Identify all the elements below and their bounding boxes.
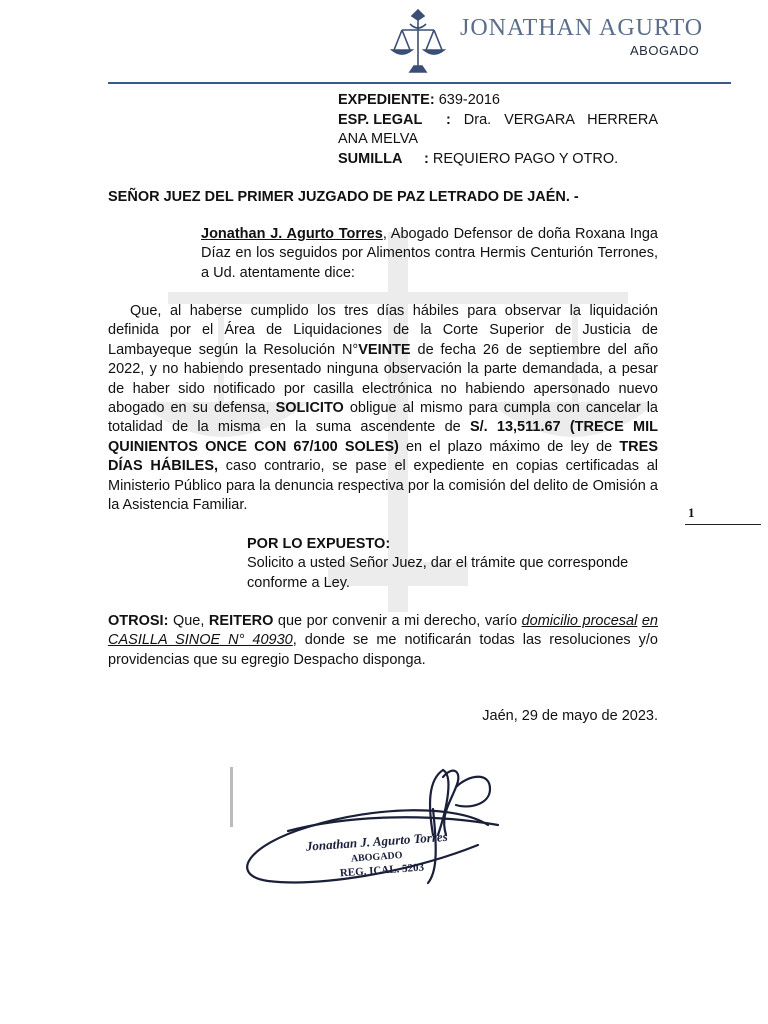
document-date: Jaén, 29 de mayo de 2023. bbox=[482, 708, 658, 724]
resolution-number: VEINTE bbox=[358, 341, 411, 358]
body-text-4: en el plazo máximo de ley de bbox=[398, 438, 620, 455]
otrosi-text-4: , donde se me notificarán todas las resoluciones y/o providencias que su egregio Despacho disponga. bbox=[108, 632, 658, 668]
stamp-name: Jonathan J. Agurto Torres bbox=[305, 828, 449, 854]
page-number-rule bbox=[685, 524, 761, 525]
esp-legal-value: Dra. VERGARA HERRERA ANA MELVA bbox=[338, 111, 658, 147]
body-text-1: Que, al haberse cumplido los tres días hábiles para observar la liquidación definida por el Área de Liquidaciones de la Corte Superior de Justicia de Lambayeque según la Resolución N° bbox=[108, 303, 658, 358]
sumilla-row bbox=[338, 150, 658, 170]
sumilla-separator: : bbox=[424, 150, 429, 167]
firm-subtitle: ABOGADO bbox=[630, 43, 700, 58]
body-text-2: de fecha 26 de septiembre del año 2022, y no habiendo presentado ninguna observación la parte demandada, a pesar de haber sido notificado por casilla electrónica no habiendo apersonado nuevo abogado en su defensa, bbox=[108, 341, 659, 417]
body-text-3: obligue al mismo para cumpla con cancelar la totalidad de la misma en la suma ascendente de bbox=[108, 400, 658, 436]
header-divider bbox=[108, 82, 731, 84]
page-number: 1 bbox=[688, 505, 695, 520]
amount-due: S/. 13,511.67 (TRECE MIL QUINIENTOS ONCE CON 67/100 SOLES) bbox=[108, 419, 658, 455]
intro-paragraph bbox=[201, 225, 658, 283]
otrosi-label: OTROSI: bbox=[108, 613, 169, 629]
sumilla-label: SUMILLA bbox=[338, 150, 403, 167]
otrosi-text-2: que por convenir a mi derecho, varío bbox=[273, 613, 522, 629]
expediente-row bbox=[338, 91, 658, 111]
scales-of-justice-logo bbox=[388, 6, 448, 78]
solicito-keyword: SOLICITO bbox=[275, 400, 344, 417]
esp-legal-label: ESP. LEGAL bbox=[338, 111, 423, 128]
expuesto-title: POR LO EXPUESTO: bbox=[247, 536, 391, 552]
reitero-keyword: REITERO bbox=[208, 613, 274, 629]
signature-stamp bbox=[228, 765, 528, 885]
esp-legal-separator: : bbox=[446, 111, 451, 128]
sumilla-value: REQUIERO PAGO Y OTRO. bbox=[432, 150, 619, 167]
stamp-title: ABOGADO bbox=[350, 850, 403, 865]
domicilio-procesal: domicilio procesal bbox=[521, 613, 638, 629]
otrosi-paragraph bbox=[108, 612, 658, 670]
case-metadata bbox=[338, 91, 658, 169]
expuesto-text: Solicito a usted Señor Juez, dar el trámite que corresponde conforme a Ley. bbox=[247, 555, 629, 591]
deadline: TRES DÍAS HÁBILES, bbox=[108, 438, 658, 475]
lawyer-name: Jonathan J. Agurto Torres bbox=[201, 226, 383, 242]
otrosi-text-1: Que, bbox=[168, 613, 209, 629]
casilla-sinoe: en CASILLA SINOE N° 40930 bbox=[108, 613, 658, 649]
body-text-5: caso contrario, se pase el expediente en copias certificadas al Ministerio Público para la denuncia respectiva por la comisión del delito de Omisión a la Asistencia Familiar. bbox=[108, 458, 659, 514]
request-paragraph bbox=[108, 302, 658, 515]
expuesto-section bbox=[247, 535, 658, 593]
addressee-heading: SEÑOR JUEZ DEL PRIMER JUZGADO DE PAZ LETRADO DE JAÉN. - bbox=[108, 189, 579, 205]
expediente-value: 639-2016 bbox=[438, 92, 500, 108]
expediente-label: EXPEDIENTE: bbox=[338, 92, 435, 108]
stamp-registry: REG. ICAL. 5203 bbox=[339, 861, 425, 880]
esp-legal-row bbox=[338, 111, 658, 150]
intro-text: , Abogado Defensor de doña Roxana Inga Díaz en los seguidos por Alimentos contra Hermis Centurión Terrones, a Ud. atentamente dice: bbox=[201, 226, 658, 281]
firm-name: JONATHAN AGURTO bbox=[460, 15, 704, 41]
